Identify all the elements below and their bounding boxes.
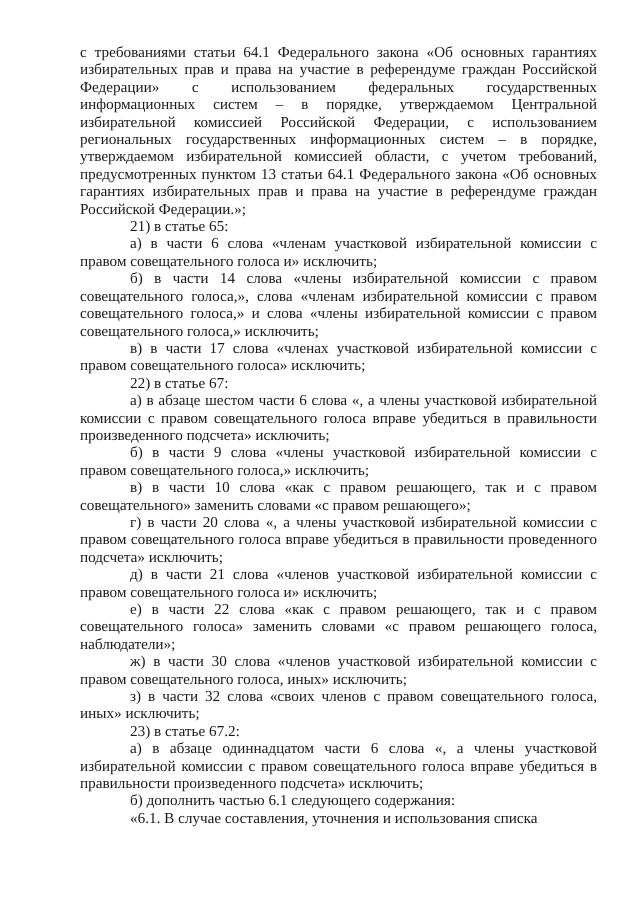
paragraph-item-22z: з) в части 32 слова «своих членов с правом совещательного голоса, иных» исключить; <box>80 688 597 723</box>
paragraph-item-23: 23) в статье 67.2: <box>130 722 240 740</box>
paragraph-item-22a: а) в абзаце шестом части 6 слова «, а члены участковой избирательной комиссии с правом совещательного голоса вправе убедиться в правильности произведенного подсчета» исключить; <box>80 392 597 444</box>
paragraph-item-21b: б) в части 14 слова «члены избирательной комиссии с правом совещательного голоса,», слова «членам избирательной комиссии с правом совещательного голоса,» и слова «члены избирательной комиссии с правом совещательного голоса,» исключить; <box>80 270 597 340</box>
paragraph-item-22b: б) в части 9 слова «члены участковой избирательной комиссии с правом совещательного голоса,» исключить; <box>80 444 597 479</box>
paragraph-item-21a: а) в части 6 слова «членам участковой избирательной комиссии с правом совещательного голоса и» исключить; <box>80 235 597 270</box>
paragraph-item-22zh: ж) в части 30 слова «членов участковой избирательной комиссии с правом совещательного голоса, иных» исключить; <box>80 653 597 688</box>
paragraph-continuation: с требованиями статьи 64.1 Федерального закона «Об основных гарантиях избирательных прав и права на участие в референдуме граждан Российской Федерации» с использованием федеральных государственных информационных систем – в порядке, утверждаемом Центральной избирательной комиссией Российской Федерации, с использованием региональных государственных информационных систем – в порядке, утверждаемом избирательной комиссией области, с учетом требований, предусмотренных пунктом 13 статьи 64.1 Федерального закона «Об основных гарантиях избирательных прав и права на участие в референдуме граждан Российской Федерации.»; <box>80 44 597 218</box>
paragraph-item-23a: а) в абзаце одиннадцатом части 6 слова «, а члены участковой избирательной комиссии с правом совещательного голоса вправе убедиться в правильности произведенного подсчета» исключить; <box>80 740 597 793</box>
document-page <box>80 44 597 827</box>
paragraph-item-22d: д) в части 21 слова «членов участковой избирательной комиссии с правом совещательного голоса и» исключить; <box>80 566 597 601</box>
paragraph-item-22g: г) в части 20 слова «, а члены участковой избирательной комиссии с правом совещательного голоса вправе убедиться в правильности проведенного подсчета» исключить; <box>80 513 597 566</box>
paragraph-item-23b: б) дополнить частью 6.1 следующего содержания: <box>130 792 456 810</box>
paragraph-item-22: 22) в статье 67: <box>130 374 229 392</box>
paragraph-item-21v: в) в части 17 слова «членах участковой избирательной комиссии с правом совещательного голоса» исключить; <box>80 339 597 375</box>
paragraph-item-22v: в) в части 10 слова «как с правом решающего, так и с правом совещательного» заменить словами «с правом решающего»; <box>80 479 597 514</box>
paragraph-item-21: 21) в статье 65: <box>130 218 229 236</box>
paragraph-item-22e: е) в части 22 слова «как с правом решающего, так и с правом совещательного голоса» заменить словами «с правом решающего голоса, наблюдатели»; <box>80 601 597 653</box>
paragraph-item-6-1: «6.1. В случае составления, уточнения и использования списка <box>130 809 538 827</box>
